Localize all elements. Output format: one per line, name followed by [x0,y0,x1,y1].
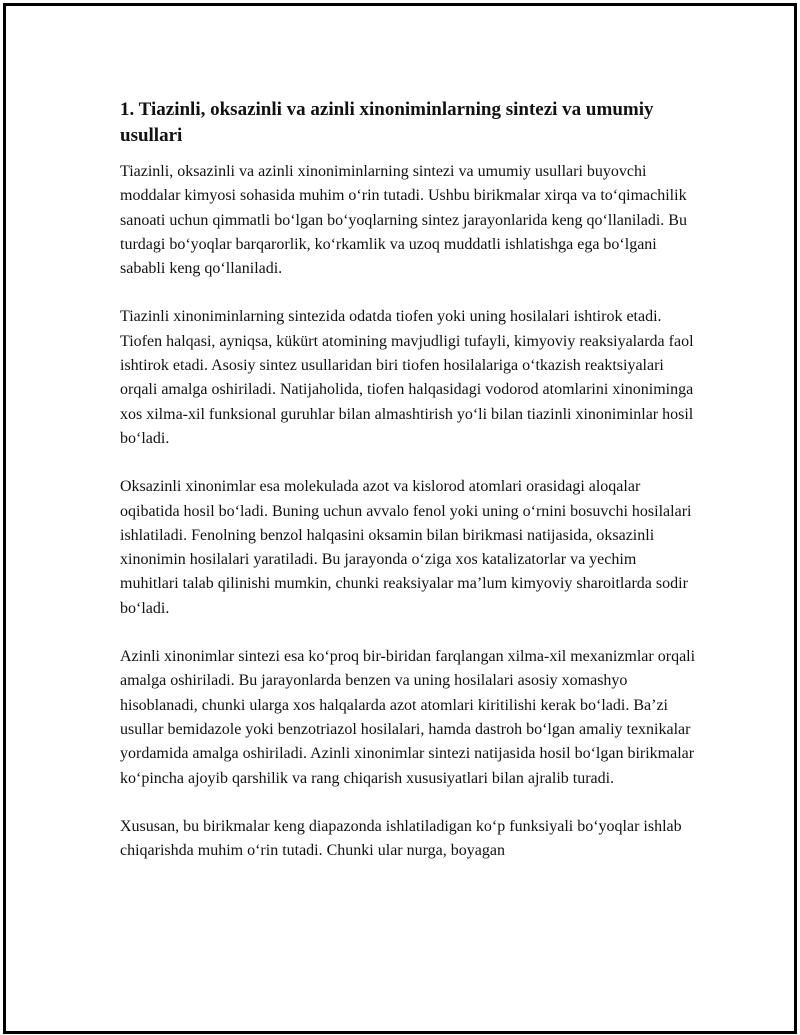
document-page [3,3,797,1034]
paragraph-2: Tiazinli xinoniminlarning sintezida odatda tiofen yoki uning hosilalari ishtirok etadi. Tiofen halqasi, ayniqsa, kükürt atomining mavjudligi tufayli, kimyoviy reaksiyalarda faol ishtirok etadi. Asosiy sintez usullaridan biri tiofen hosilalariga o‘tkazish reaktsiyalari orqali amalga oshiriladi. Natijaholida, tiofen halqasidagi vodorod atomlarini xinoniminga xos xilma-xil funksional guruhlar bilan almashtirish yo‘li bilan tiazinli xinoniminlar hosil bo‘ladi. [120,308,694,447]
paragraph-5: Xususan, bu birikmalar keng diapazonda ishlatiladigan ko‘p funksiyali bo‘yoqlar ishlab chiqarishda muhim o‘rin tutadi. Chunki ular nurga, boyagan [120,817,682,860]
paragraph-3: Oksazinli xinonimlar esa molekulada azot va kislorod atomlari orasidagi aloqalar oqibatida hosil bo‘ladi. Buning uchun avvalo fenol yoki uning o‘rnini bosuvchi hosilalari ishlatiladi. Fenolning benzol halqasini oksamin bilan birikmasi natijasida, oksazinli xinonimin hosilalari yaratiladi. Bu jarayonda o‘ziga xos katalizatorlar va yechim muhitlari talab qilinishi mumkin, chunki reaksiyalar ma’lum kimyoviy sharoitlarda sodir bo‘ladi. [120,478,692,617]
document-body [120,97,698,887]
paragraph-4: Azinli xinonimlar sintezi esa ko‘proq bir-biridan farqlangan xilma-xil mexanizmlar orqali amalga oshiriladi. Bu jarayonlarda benzen va uning hosilalari asosiy xomashyo hisoblanadi, chunki ularga xos halqalarda azot atomlari kiritilishi kerak bo‘ladi. Ba’zi usullar bemidazole yoki benzotriazol hosilalari, hamda dastroh bo‘lgan amaliy texnikalar yordamida amalga oshiriladi. Azinli xinonimlar sintezi natijasida hosil bo‘lgan birikmalar ko‘pincha ajoyib qarshilik va rang chiqarish xususiyatlari bilan ajralib turadi. [120,648,696,787]
section-heading: 1. Tiazinli, oksazinli va azinli xinoniminlarning sintezi va umumiy usullari [120,99,654,146]
paragraph-1: Tiazinli, oksazinli va azinli xinoniminlarning sintezi va umumiy usullari buyovchi moddalar kimyosi sohasida muhim o‘rin tutadi. Ushbu birikmalar xirqa va to‘qimachilik sanoati uchun qimmatli bo‘lgan bo‘yoqlarning sintez jarayonlarida keng qo‘llaniladi. Bu turdagi bo‘yoqlar barqarorlik, ko‘rkamlik va uzoq muddatli ishlatishga ega bo‘lgani sababli keng qo‘llaniladi. [120,163,687,278]
